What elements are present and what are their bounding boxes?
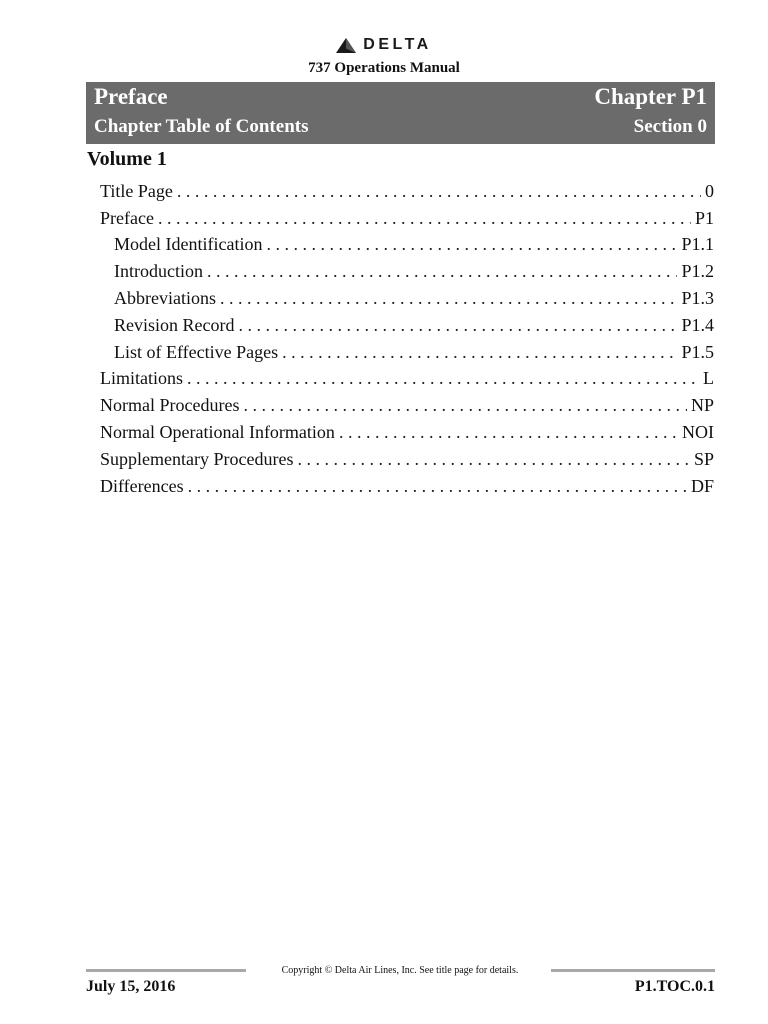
toc-entry-page: NOI xyxy=(682,422,714,443)
toc-subentry[interactable] xyxy=(100,258,714,285)
footer-divider-right xyxy=(551,969,715,972)
toc-entry-label: Limitations xyxy=(100,368,183,389)
toc-entry[interactable] xyxy=(100,446,714,473)
toc-dot-leader xyxy=(220,288,678,309)
toc-entry-page: P1.1 xyxy=(681,234,714,255)
toc-entry-label: Supplementary Procedures xyxy=(100,448,294,469)
toc-entry-label: Differences xyxy=(100,475,184,496)
toc-entry-page: P1.5 xyxy=(681,341,714,362)
toc-entry-page: SP xyxy=(693,448,714,469)
toc-dot-leader xyxy=(243,395,687,416)
toc-entry-label: Revision Record xyxy=(114,314,235,335)
toc-entry-page: P1.2 xyxy=(681,261,714,282)
table-of-contents xyxy=(100,178,714,500)
delta-logo xyxy=(0,36,768,54)
toc-entry[interactable] xyxy=(100,419,714,446)
delta-widget-icon xyxy=(336,38,356,53)
toc-dot-leader xyxy=(207,261,678,282)
toc-entry-page: P1.4 xyxy=(681,314,714,335)
volume-heading: Volume 1 xyxy=(87,148,167,170)
toc-dot-leader xyxy=(238,315,677,336)
toc-entry[interactable] xyxy=(100,473,714,500)
toc-entry[interactable] xyxy=(100,366,714,393)
toc-dot-leader xyxy=(297,449,690,470)
toc-subentry[interactable] xyxy=(100,285,714,312)
toc-subentry[interactable] xyxy=(100,232,714,259)
toc-entry-label: Abbreviations xyxy=(114,288,216,309)
toc-dot-leader xyxy=(188,476,687,497)
toc-entry-page: 0 xyxy=(705,180,714,201)
toc-entry[interactable] xyxy=(100,178,714,205)
toc-dot-leader xyxy=(187,368,699,389)
banner-chapter-name: Preface xyxy=(94,84,168,109)
toc-entry-label: Introduction xyxy=(114,261,203,282)
toc-subentry[interactable] xyxy=(100,312,714,339)
toc-dot-leader xyxy=(282,342,677,363)
toc-entry[interactable] xyxy=(100,392,714,419)
toc-entry-label: Title Page xyxy=(100,180,173,201)
banner-chapter-number: Chapter P1 xyxy=(594,84,707,109)
logo-wordmark: DELTA xyxy=(363,36,432,53)
toc-entry-page: NP xyxy=(690,395,714,416)
copyright-notice: Copyright © Delta Air Lines, Inc. See title page for details. xyxy=(281,965,519,976)
revision-date: July 15, 2016 xyxy=(86,978,176,995)
toc-entry-label: Preface xyxy=(100,207,154,228)
toc-dot-leader xyxy=(339,422,678,443)
toc-entry-label: Normal Procedures xyxy=(100,395,240,416)
page-identifier: P1.TOC.0.1 xyxy=(634,978,715,995)
toc-dot-leader xyxy=(266,234,677,255)
chapter-banner xyxy=(86,82,715,144)
toc-dot-leader xyxy=(177,181,701,202)
toc-entry[interactable] xyxy=(100,205,714,232)
toc-entry-page: P1 xyxy=(694,207,714,228)
toc-subentry[interactable] xyxy=(100,339,714,366)
manual-title: 737 Operations Manual xyxy=(308,60,460,76)
toc-entry-label: List of Effective Pages xyxy=(114,341,279,362)
toc-entry-page: DF xyxy=(690,475,714,496)
toc-dot-leader xyxy=(158,208,691,229)
toc-entry-label: Model Identification xyxy=(114,234,263,255)
toc-entry-label: Normal Operational Information xyxy=(100,422,335,443)
toc-entry-page: P1.3 xyxy=(681,288,714,309)
banner-section-number: Section 0 xyxy=(633,116,707,137)
toc-entry-page: L xyxy=(703,368,714,389)
banner-section-name: Chapter Table of Contents xyxy=(94,116,309,137)
